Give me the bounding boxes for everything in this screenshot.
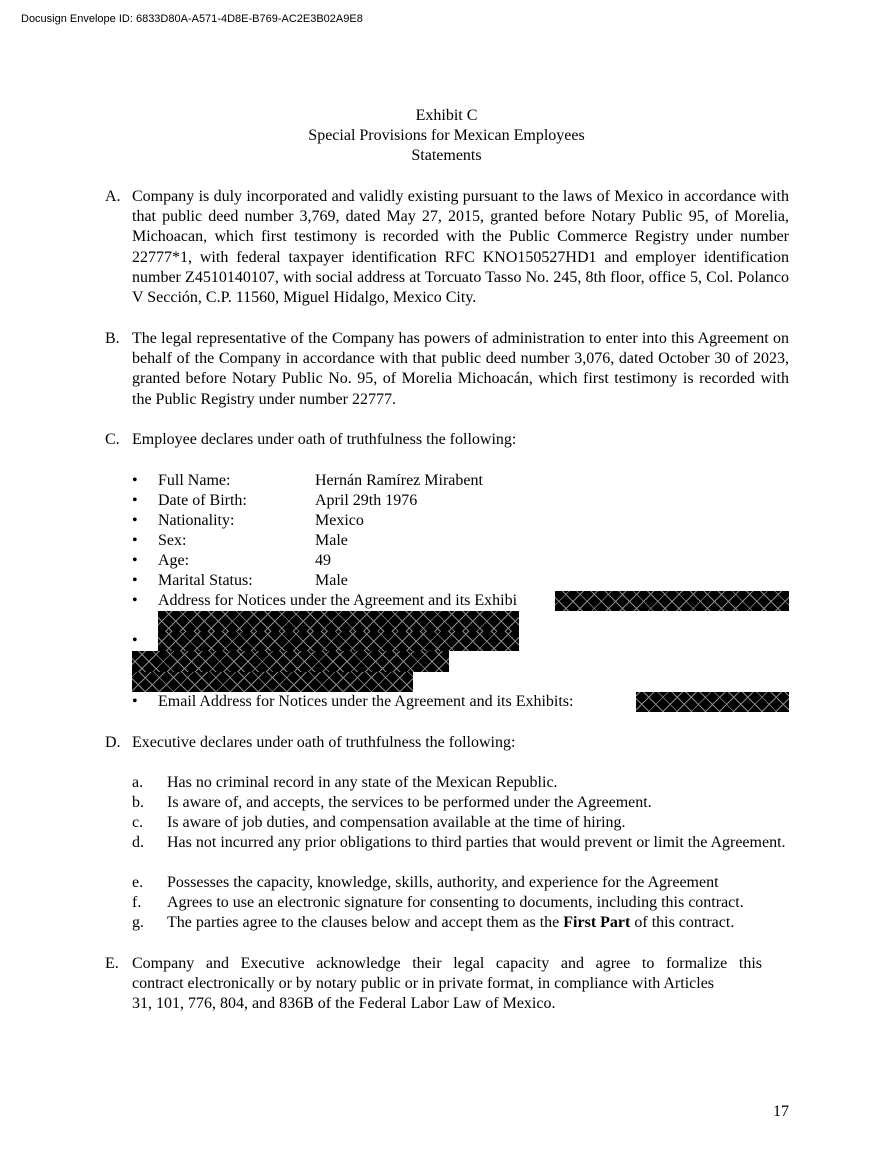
bullet: • bbox=[132, 632, 138, 649]
redaction-block bbox=[132, 651, 449, 672]
item-text: Has no criminal record in any state of the Mexican Republic. bbox=[167, 774, 558, 791]
redaction-block bbox=[636, 692, 789, 712]
section-d-intro: Executive declares under oath of truthfulness the following: bbox=[132, 734, 516, 751]
item-letter: d. bbox=[132, 834, 144, 851]
bullet: • bbox=[132, 472, 138, 489]
section-c bbox=[105, 430, 789, 450]
exhibit-title: Exhibit C bbox=[415, 107, 478, 124]
item-letter: b. bbox=[132, 794, 144, 811]
bullet: • bbox=[132, 532, 138, 549]
full-name-value: Hernán Ramírez Mirabent bbox=[315, 472, 483, 489]
date-of-birth-label: Date of Birth: bbox=[158, 492, 247, 509]
bullet: • bbox=[132, 592, 138, 609]
section-b-text: The legal representative of the Company has powers of administration to enter into this Agreement on behalf of the Company in accordance with that public deed number 3,076, dated October 30 of 2023, granted before Notary Public No. 95, of Morelia Michoacán, which first testimony is recorded with the Public Registry under number 22777. bbox=[132, 330, 789, 408]
item-text: Agrees to use an electronic signature for consenting to documents, including this contract. bbox=[167, 894, 744, 911]
nationality-value: Mexico bbox=[315, 512, 364, 529]
nationality-label: Nationality: bbox=[158, 512, 235, 529]
bullet: • bbox=[132, 492, 138, 509]
section-d bbox=[105, 733, 789, 753]
section-a-text: Company is duly incorporated and validly existing pursuant to the laws of Mexico in accordance with that public deed number 3,769, dated May 27, 2015, granted before Notary Public 95, of Morelia, Michoacan, which first testimony is recorded with the Public Commerce Registry under number 22777*1, with federal taxpayer identification RFC KNO150527HD1 and employer identification number Z4510140107, with social address at Torcuato Tasso No. 245, 8th floor, office 5, Col. Polanco V Sección, C.P. 11560, Miguel Hidalgo, Mexico City. bbox=[132, 188, 789, 307]
item-text: Possesses the capacity, knowledge, skills, authority, and experience for the Agreement bbox=[167, 874, 719, 891]
page-number: 17 bbox=[773, 1103, 789, 1120]
section-a-marker: A. bbox=[105, 188, 121, 205]
marital-status-value: Male bbox=[315, 572, 348, 589]
redaction-block bbox=[158, 611, 519, 631]
envelope-id: Docusign Envelope ID: 6833D80A-A571-4D8E-B769-AC2E3B02A9E8 bbox=[21, 13, 363, 25]
address-label: Address for Notices under the Agreement and its Exhibi bbox=[158, 592, 518, 609]
section-b bbox=[105, 329, 789, 410]
item-text: Is aware of, and accepts, the services to be performed under the Agreement. bbox=[167, 794, 652, 811]
full-name-label: Full Name: bbox=[158, 472, 231, 489]
date-of-birth-value: April 29th 1976 bbox=[315, 492, 418, 509]
section-c-marker: C. bbox=[105, 431, 120, 448]
section-b-marker: B. bbox=[105, 330, 120, 347]
item-text bbox=[167, 913, 789, 933]
email-label: Email Address for Notices under the Agreement and its Exhibits: bbox=[158, 693, 574, 710]
bullet: • bbox=[132, 572, 138, 589]
item-text-before: The parties agree to the clauses below and accept them as the bbox=[167, 914, 564, 931]
sex-label: Sex: bbox=[158, 532, 187, 549]
section-a bbox=[105, 187, 789, 308]
redaction-block bbox=[555, 591, 789, 611]
section-e-marker: E. bbox=[105, 955, 119, 972]
item-text: Is aware of job duties, and compensation available at the time of hiring. bbox=[167, 814, 626, 831]
item-letter: e. bbox=[132, 874, 144, 891]
marital-status-label: Marital Status: bbox=[158, 572, 253, 589]
first-part-bold: First Part bbox=[563, 914, 631, 931]
bullet: • bbox=[132, 693, 138, 710]
bullet: • bbox=[132, 512, 138, 529]
redaction-block bbox=[158, 631, 519, 651]
item-letter: a. bbox=[132, 774, 144, 791]
section-e-line-2: contract electronically or by notary public or in private format, in compliance with Articles bbox=[132, 975, 715, 993]
bullet: • bbox=[132, 552, 138, 569]
sex-value: Male bbox=[315, 532, 348, 549]
exhibit-section-title: Statements bbox=[411, 147, 482, 164]
item-text-after: of this contract. bbox=[630, 914, 735, 931]
section-c-intro: Employee declares under oath of truthfulness the following: bbox=[132, 431, 517, 448]
section-d-marker: D. bbox=[105, 734, 121, 751]
item-letter: f. bbox=[132, 894, 142, 911]
redaction-block bbox=[132, 672, 413, 692]
item-text: Has not incurred any prior obligations to third parties that would prevent or limit the Agreement. bbox=[167, 834, 786, 851]
age-value: 49 bbox=[315, 552, 331, 569]
exhibit-subtitle: Special Provisions for Mexican Employees bbox=[308, 127, 585, 144]
age-label: Age: bbox=[158, 552, 190, 569]
item-letter: c. bbox=[132, 814, 144, 831]
item-letter: g. bbox=[132, 914, 144, 931]
section-e bbox=[105, 954, 789, 1015]
section-e-line-1: Company and Executive acknowledge their legal capacity and agree to formalize this bbox=[132, 955, 762, 972]
section-e-line-3: 31, 101, 776, 804, and 836B of the Federal Labor Law of Mexico. bbox=[132, 995, 556, 1013]
